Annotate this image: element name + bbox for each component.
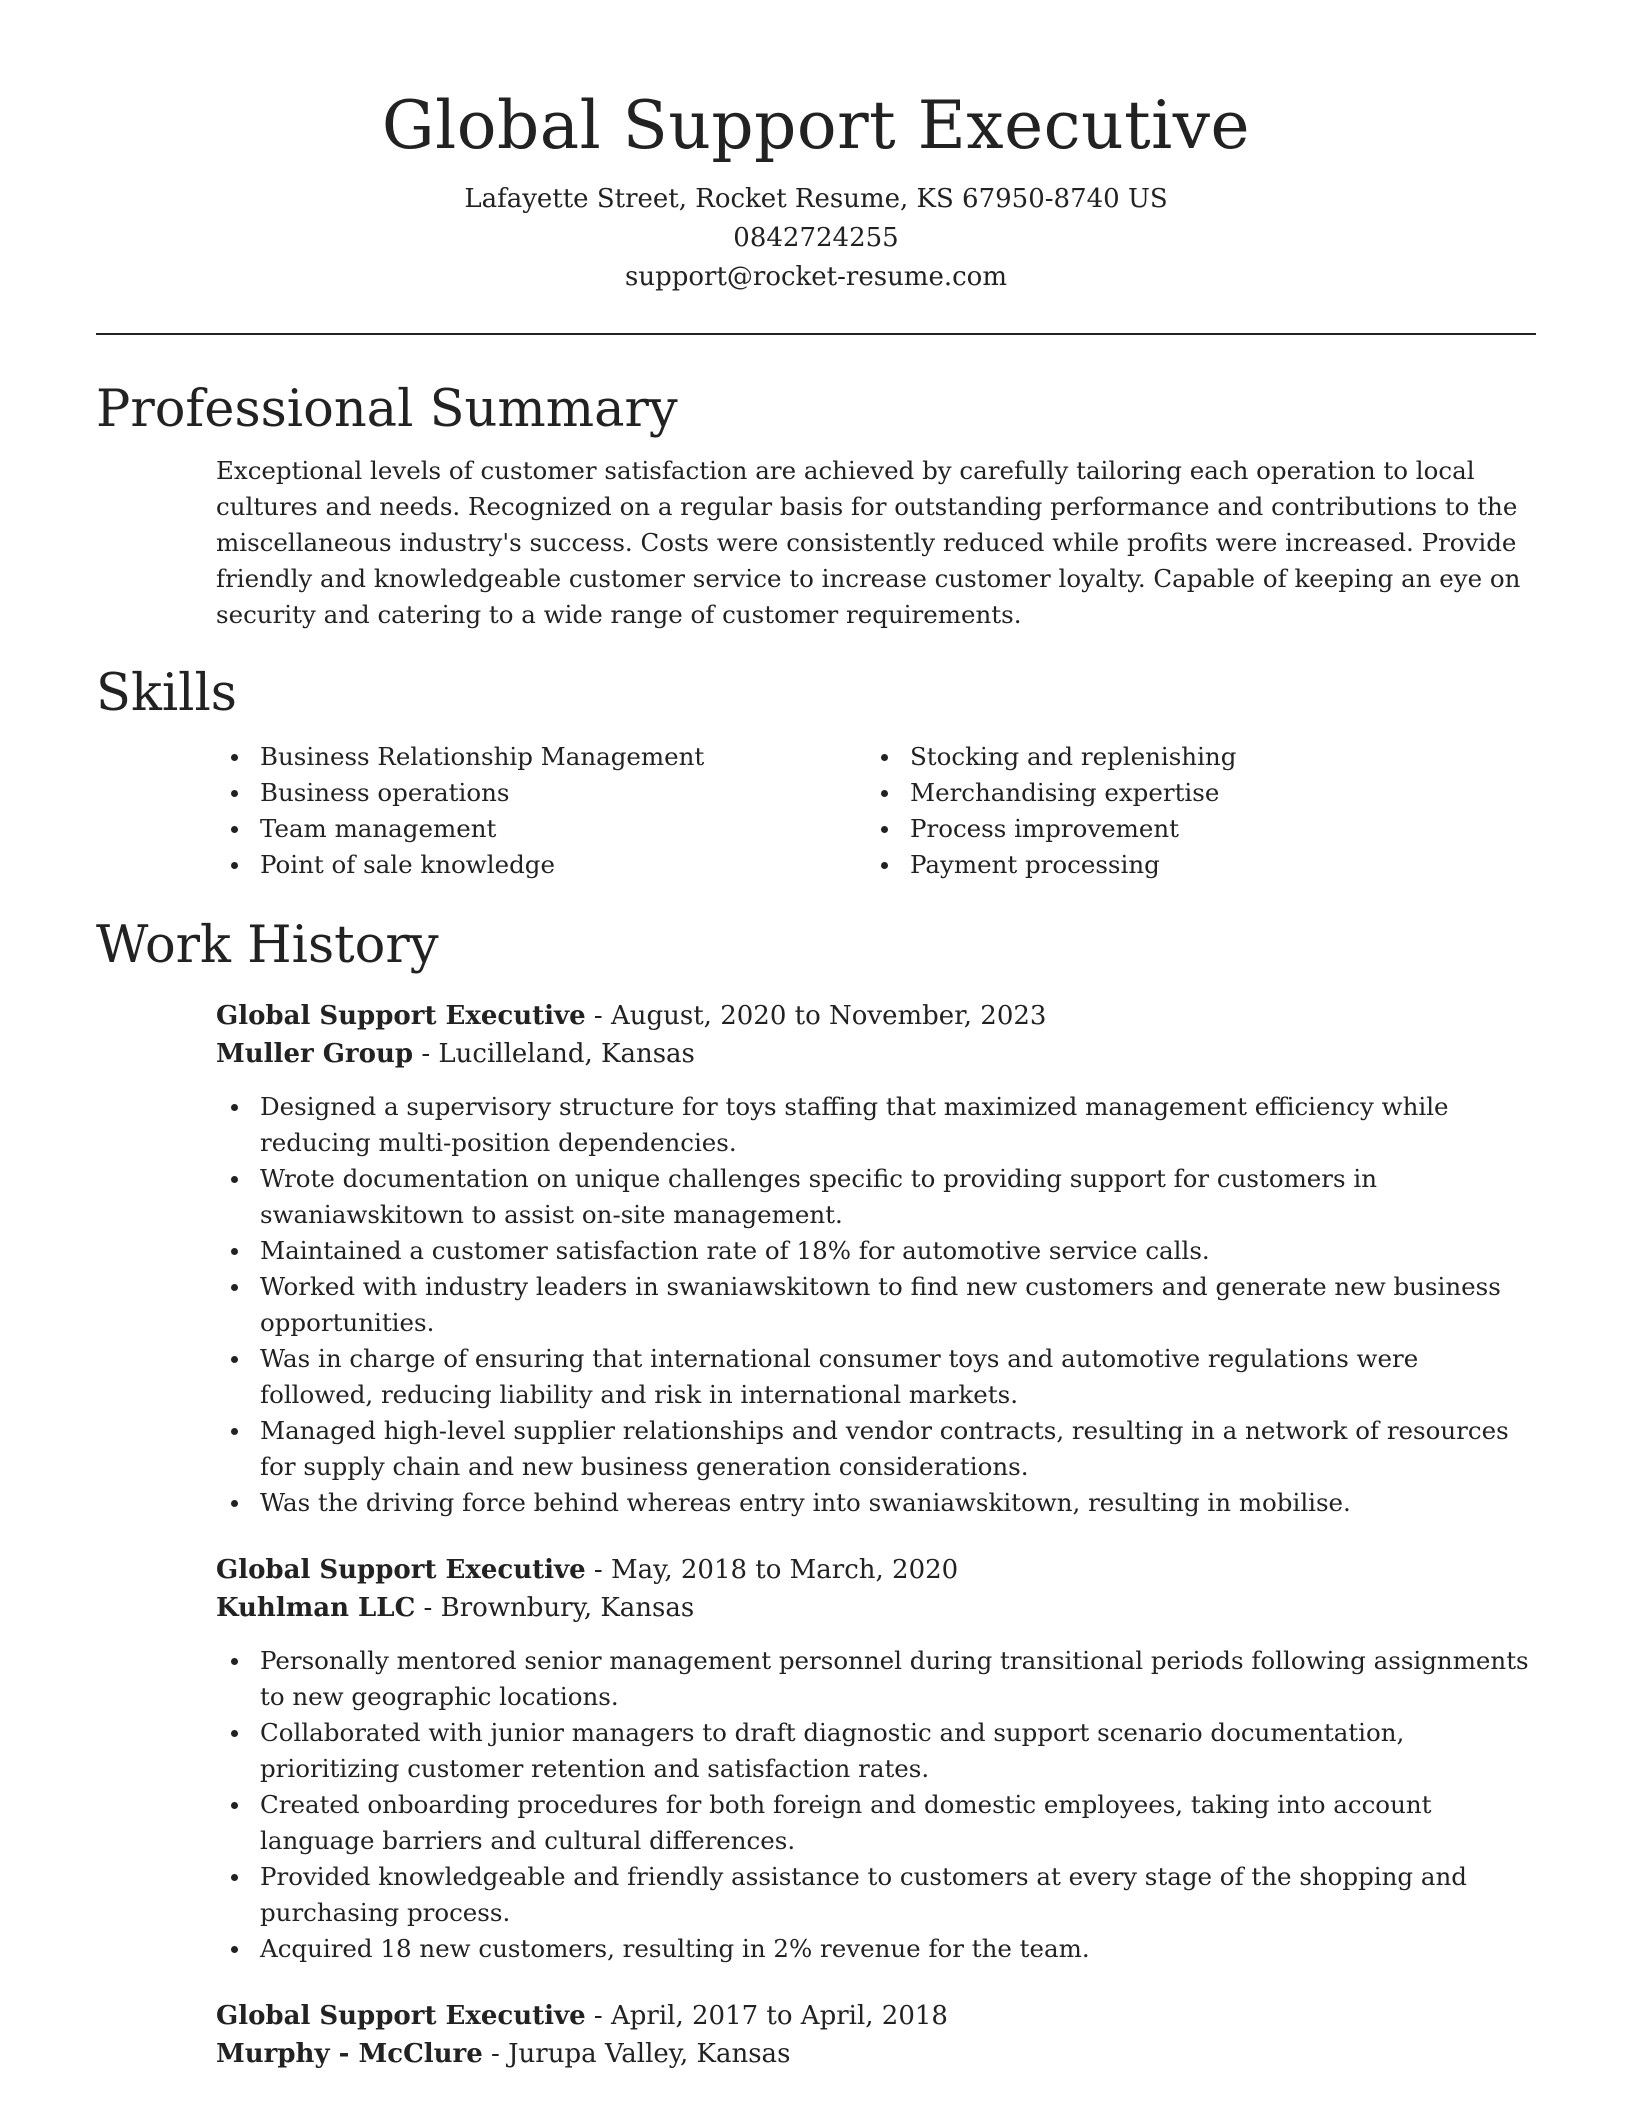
skill-item: Merchandising expertise xyxy=(866,775,1236,811)
skill-item: Process improvement xyxy=(866,811,1236,847)
job-company: Muller Group xyxy=(216,1039,414,1069)
summary-text: Exceptional levels of customer satisfaction are achieved by carefully tailoring each operation to local cultures and needs. Recognized on a regular basis for outstanding performance and contributions to the miscellaneous industry's success. Costs were consistently reduced while profits were increased. Provide friendly and knowledgeable customer service to increase customer loyalty. Capable of keeping an eye on security and catering to a wide range of customer requirements. xyxy=(216,456,1521,629)
job-dates: August, 2020 to November, 2023 xyxy=(610,1001,1047,1031)
job-bullet: Was the driving force behind whereas entry into swaniawskitown, resulting in mobilise. xyxy=(216,1485,1536,1521)
contact-address: Lafayette Street, Rocket Resume, KS 67950-8740 US xyxy=(464,184,1168,214)
job-bullet: Acquired 18 new customers, resulting in 2% revenue for the team. xyxy=(216,1931,1536,1967)
job-bullet: Created onboarding procedures for both foreign and domestic employees, taking into account language barriers and cultural differences. xyxy=(216,1787,1536,1859)
contact-info xyxy=(96,180,1536,297)
job-bullet: Maintained a customer satisfaction rate of 18% for automotive service calls. xyxy=(216,1233,1536,1269)
job-company: Kuhlman LLC xyxy=(216,1593,416,1623)
job-bullet: Provided knowledgeable and friendly assistance to customers at every stage of the shopping and purchasing process. xyxy=(216,1859,1536,1931)
job-bullet: Designed a supervisory structure for toys staffing that maximized management efficiency while reducing multi-position dependencies. xyxy=(216,1089,1536,1161)
skill-item: Point of sale knowledge xyxy=(216,847,866,883)
summary-heading: Professional Summary xyxy=(96,380,678,439)
skill-item: Business operations xyxy=(216,775,866,811)
skills-columns xyxy=(216,739,1536,883)
job-location: Jurupa Valley, Kansas xyxy=(508,2039,791,2069)
skill-item: Team management xyxy=(216,811,866,847)
job-bullet: Personally mentored senior management personnel during transitional periods following assignments to new geographic locations. xyxy=(216,1643,1536,1715)
job-entry xyxy=(216,1997,1536,2073)
job-bullet: Worked with industry leaders in swaniawskitown to find new customers and generate new business opportunities. xyxy=(216,1269,1536,1341)
job-company-line: Kuhlman LLC - Brownbury, Kansas xyxy=(216,1593,695,1623)
job-role: Global Support Executive xyxy=(216,1001,586,1031)
job-role: Global Support Executive xyxy=(216,2001,586,2031)
candidate-name: Global Support Executive xyxy=(381,87,1251,164)
job-bullet: Managed high-level supplier relationships and vendor contracts, resulting in a network of resources for supply chain and new business generation considerations. xyxy=(216,1413,1536,1485)
job-title-line: Global Support Executive - April, 2017 to April, 2018 xyxy=(216,2001,948,2031)
job-entry xyxy=(216,1551,1536,1967)
skill-item: Stocking and replenishing xyxy=(866,739,1236,775)
skills-list-left xyxy=(216,739,866,883)
job-company-line: Muller Group - Lucilleland, Kansas xyxy=(216,1039,695,1069)
job-entry xyxy=(216,997,1536,1521)
job-company-line: Murphy - McClure - Jurupa Valley, Kansas xyxy=(216,2039,791,2069)
job-bullets xyxy=(216,1643,1536,1967)
job-title-line: Global Support Executive - May, 2018 to March, 2020 xyxy=(216,1555,959,1585)
job-bullets xyxy=(216,1089,1536,1521)
skill-item: Payment processing xyxy=(866,847,1236,883)
skills-section xyxy=(96,661,1536,883)
summary-section xyxy=(96,377,1536,633)
job-location: Brownbury, Kansas xyxy=(440,1593,695,1623)
header-divider xyxy=(96,333,1536,335)
job-bullet: Was in charge of ensuring that international consumer toys and automotive regulations were followed, reducing liability and risk in international markets. xyxy=(216,1341,1536,1413)
job-title-line: Global Support Executive - August, 2020 to November, 2023 xyxy=(216,1001,1047,1031)
work-history-heading: Work History xyxy=(96,916,439,975)
skills-heading: Skills xyxy=(96,664,237,723)
work-history-section xyxy=(96,913,1536,2073)
job-dates: April, 2017 to April, 2018 xyxy=(610,2001,948,2031)
job-company: Murphy - McClure xyxy=(216,2039,483,2069)
resume-header xyxy=(96,0,1536,297)
job-role: Global Support Executive xyxy=(216,1555,586,1585)
skill-item: Business Relationship Management xyxy=(216,739,866,775)
job-dates: May, 2018 to March, 2020 xyxy=(610,1555,959,1585)
job-bullet: Wrote documentation on unique challenges specific to providing support for customers in swaniawskitown to assist on-site management. xyxy=(216,1161,1536,1233)
contact-email: support@rocket-resume.com xyxy=(624,262,1007,292)
skills-list-right xyxy=(866,739,1236,883)
job-location: Lucilleland, Kansas xyxy=(438,1039,695,1069)
job-bullet: Collaborated with junior managers to draft diagnostic and support scenario documentation, prioritizing customer retention and satisfaction rates. xyxy=(216,1715,1536,1787)
contact-phone: 0842724255 xyxy=(733,223,899,253)
